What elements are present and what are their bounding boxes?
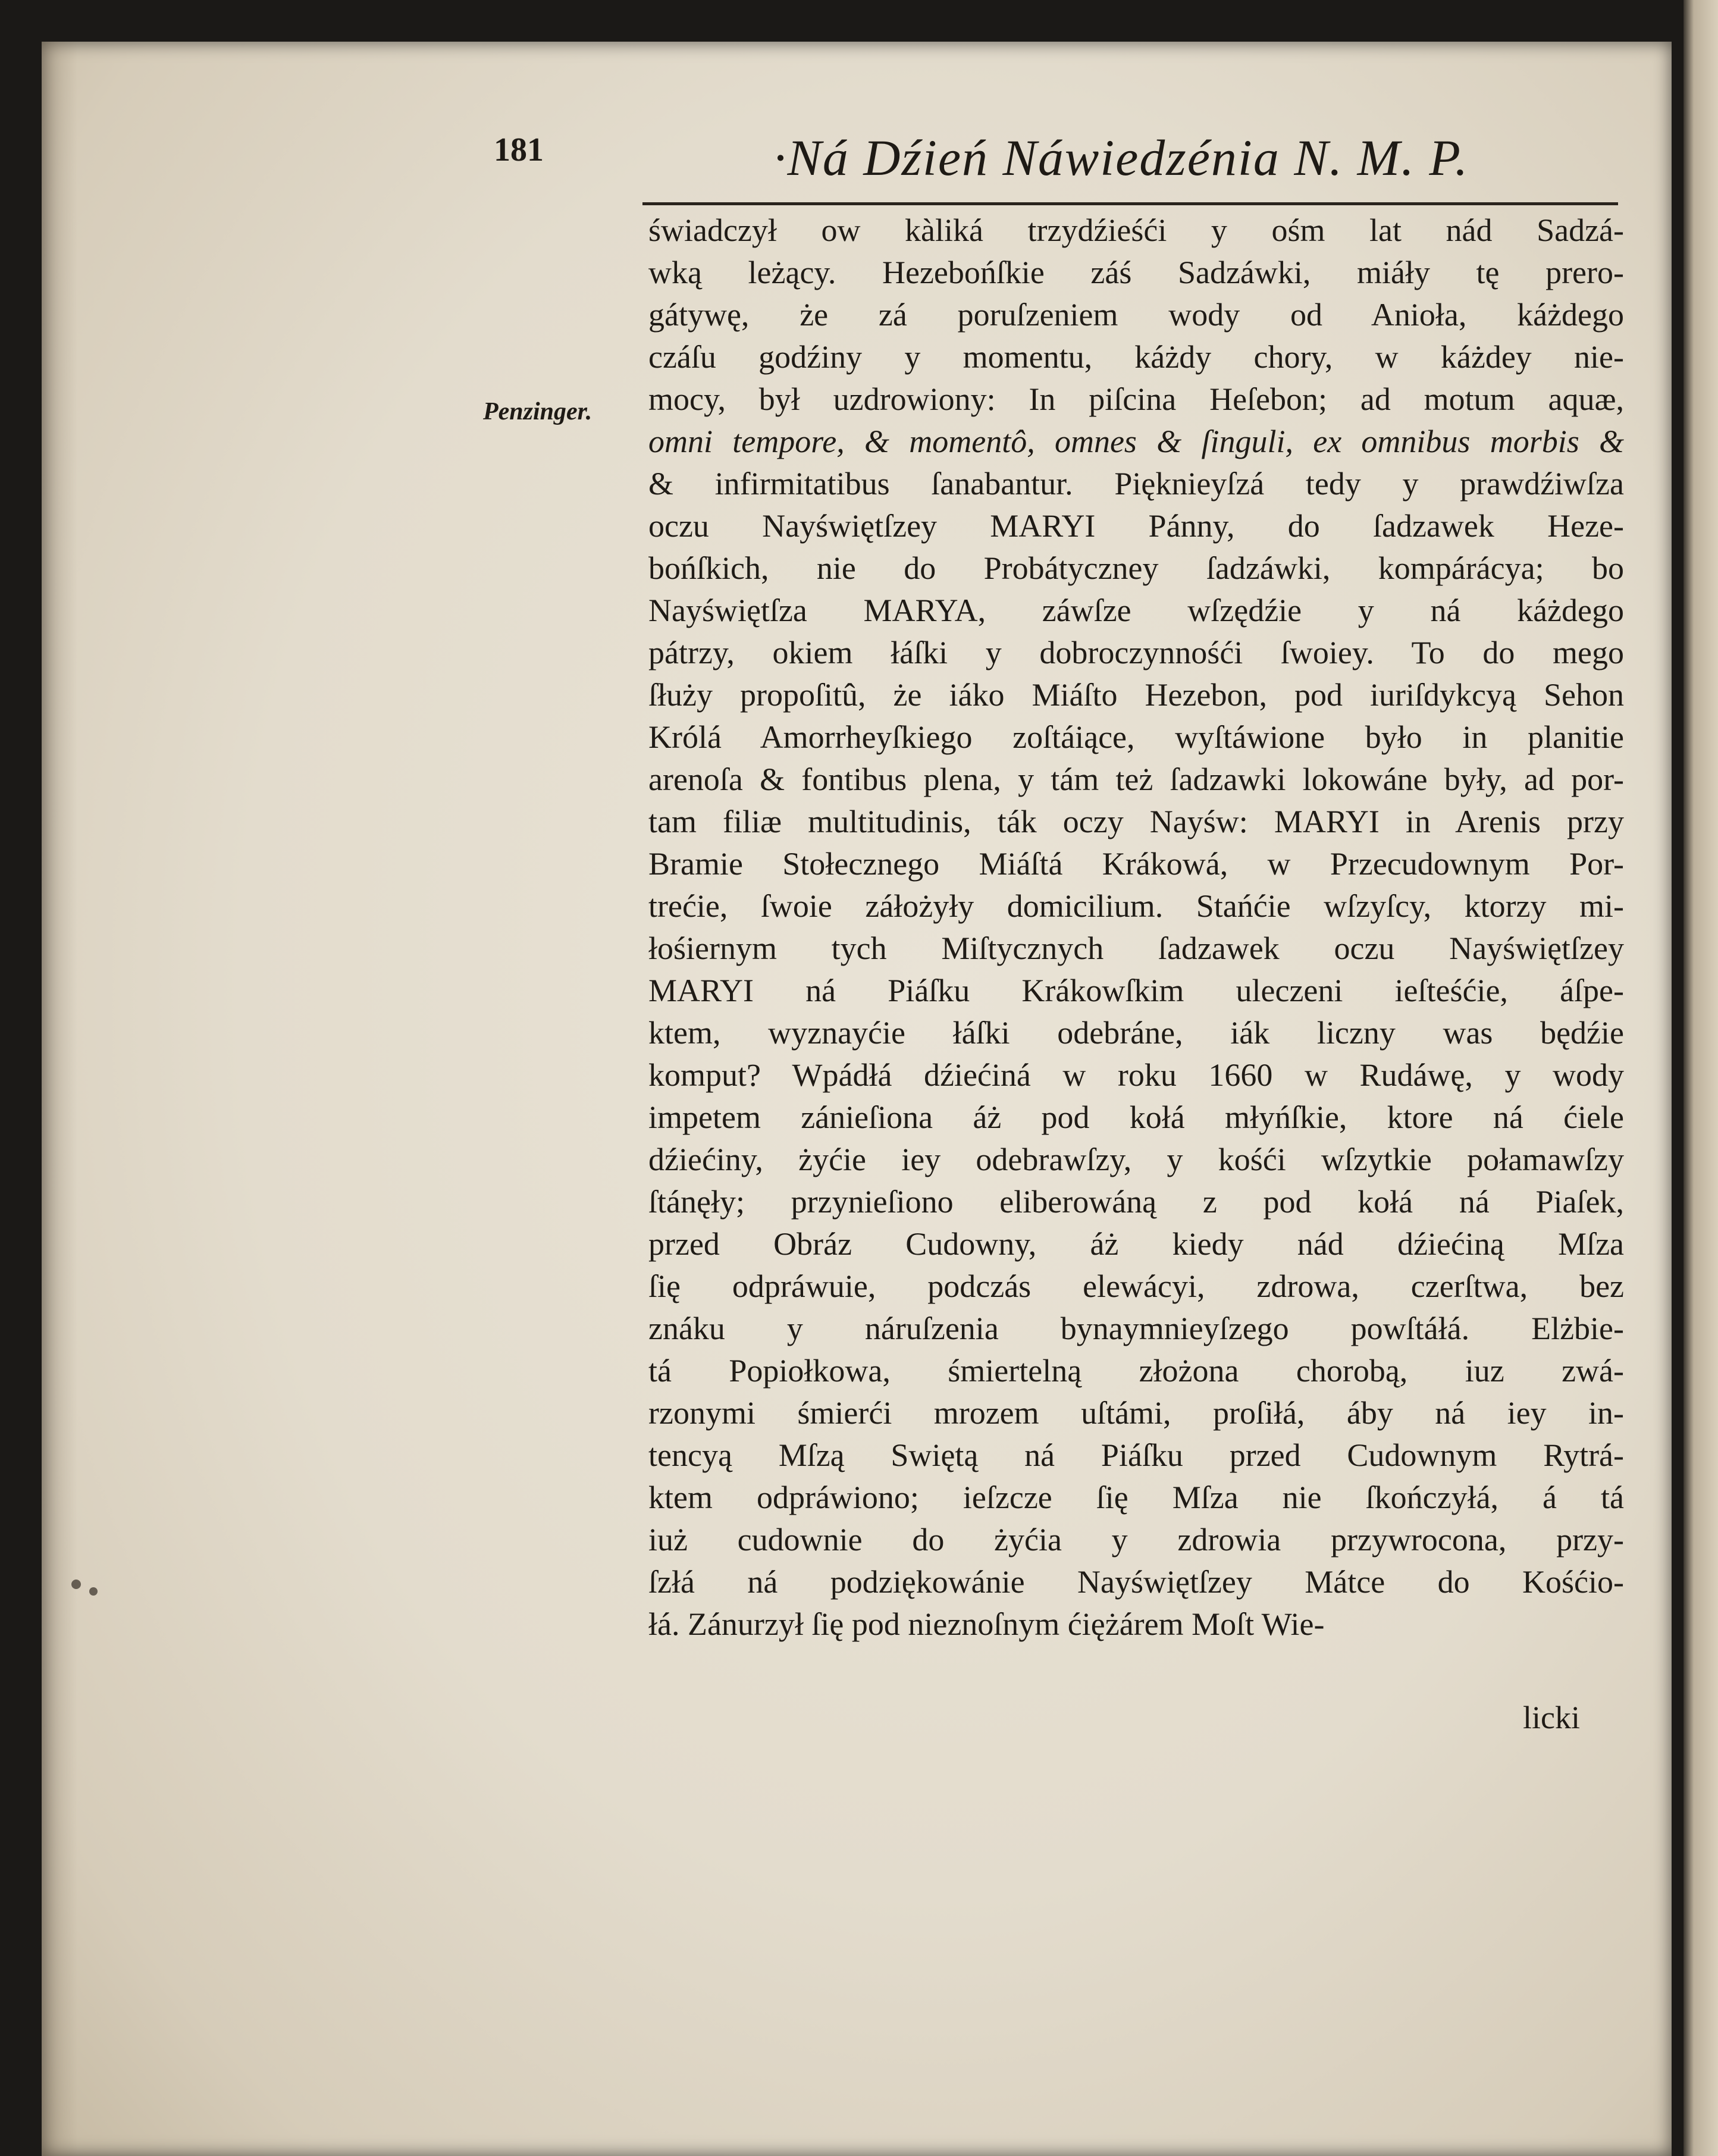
catchword: licki — [1523, 1700, 1580, 1735]
ink-blot — [71, 1580, 81, 1589]
text-line: ſzłá ná podziękowánie Nayświętſzey Mátce do Kośćio- — [648, 1564, 1624, 1600]
text-line: ktem odpráwiono; ieſzcze ſię Mſza nie ſkończyłá, á tá — [648, 1480, 1624, 1515]
text-line: pátrzy, okiem łáſki y dobroczynnośći ſwoiey. To do mego — [648, 635, 1624, 670]
text-line: Bramie Stołecznego Miáſtá Krákowá, w Przecudownym Por- — [648, 846, 1624, 882]
text-line: & infirmitatibus ſanabantur. Pięknieyſzá tedy y prawdźiwſza — [648, 466, 1624, 502]
text-line: tá Popiołkowa, śmiertelną złożona chorobą, iuz zwá- — [648, 1353, 1624, 1389]
page-number: 181 — [494, 131, 544, 168]
text-line: komput? Wpádłá dźiećiná w roku 1660 w Rudáwę, y wody — [648, 1057, 1624, 1093]
text-line: impetem zánieſiona áż pod kołá młyńſkie, ktore ná ćiele — [648, 1099, 1624, 1135]
text-line: przed Obráz Cudowny, áż kiedy nád dźiećiną Mſza — [648, 1226, 1624, 1262]
margin-note: Penzinger. — [483, 398, 592, 425]
text-line: czáſu godźiny y momentu, káżdy chory, w káżdey nie- — [648, 339, 1624, 375]
ink-blot — [89, 1587, 98, 1596]
text-line: świadczył ow kàliká trzydźieśći y ośm lat nád Sadzá- — [648, 212, 1624, 248]
text-line: tam filiæ multitudinis, ták oczy Nayśw: MARYI in Arenis przy — [648, 804, 1624, 839]
text-line: łośiernym tych Miſtycznych ſadzawek oczu Nayświętſzey — [648, 930, 1624, 966]
text-line: ktem, wyznayćie łáſki odebráne, iák liczny was będźie — [648, 1015, 1624, 1051]
text-line: dźiećiny, żyćie iey odebrawſzy, y kośći wſzytkie połamawſzy — [648, 1142, 1624, 1177]
text-line: znáku y náruſzenia bynaymnieyſzego powſtáłá. Elżbie- — [648, 1311, 1624, 1346]
text-line: gátywę, że zá poruſzeniem wody od Anioła, káżdego — [648, 297, 1624, 333]
text-line: tencyą Mſzą Swiętą ná Piáſku przed Cudownym Rytrá- — [648, 1437, 1624, 1473]
text-line: ſtánęły; przynieſiono eliberowáną z pod kołá ná Piaſek, — [648, 1184, 1624, 1220]
body-text — [648, 209, 1624, 1646]
text-line: łá. Zánurzył ſię pod nieznoſnym ćiężárem Moſt Wie- — [648, 1606, 1325, 1642]
text-line: omni tempore, & momentô, omnes & ſinguli, ex omnibus morbis & — [648, 424, 1624, 459]
text-line: ſię odpráwuie, podczás elewácyi, zdrowa, czerſtwa, bez — [648, 1268, 1624, 1304]
facing-page-edge — [1683, 0, 1718, 2156]
text-line: wką leżący. Hezebońſkie záś Sadzáwki, miáły tę prero- — [648, 255, 1624, 290]
text-line: bońſkich, nie do Probátyczney ſadzáwki, kompárácya; bo — [648, 550, 1624, 586]
text-line: Królá Amorrheyſkiego zoſtáiące, wyſtáwione było in planitie — [648, 719, 1624, 755]
text-line: ſłuży propoſitû, że iáko Miáſto Hezebon, pod iuriſdykcyą Sehon — [648, 677, 1624, 713]
text-line: arenoſa & fontibus plena, y tám też ſadzawki lokowáne były, ad por- — [648, 762, 1624, 797]
text-line: oczu Nayświętſzey MARYI Pánny, do ſadzawek Heze- — [648, 508, 1624, 544]
text-line: MARYI ná Piáſku Krákowſkim uleczeni ieſteśćie, áſpe- — [648, 973, 1624, 1008]
running-head: ·Ná Dźień Náwiedzénia N. M. P. — [773, 129, 1469, 186]
text-line: iuż cudownie do żyćia y zdrowia przywrocona, przy- — [648, 1522, 1624, 1558]
text-line: rzonymi śmierći mrozem uſtámi, proſiłá, áby ná iey in- — [648, 1395, 1624, 1431]
text-line: Nayświętſza MARYA, záwſze wſzędźie y ná káżdego — [648, 593, 1624, 628]
text-line: trećie, ſwoie záłożyły domicilium. Stańćie wſzyſcy, ktorzy mi- — [648, 888, 1624, 924]
header-rule — [642, 202, 1618, 205]
text-line: mocy, był uzdrowiony: In piſcina Heſebon; ad motum aquæ, — [648, 381, 1624, 417]
